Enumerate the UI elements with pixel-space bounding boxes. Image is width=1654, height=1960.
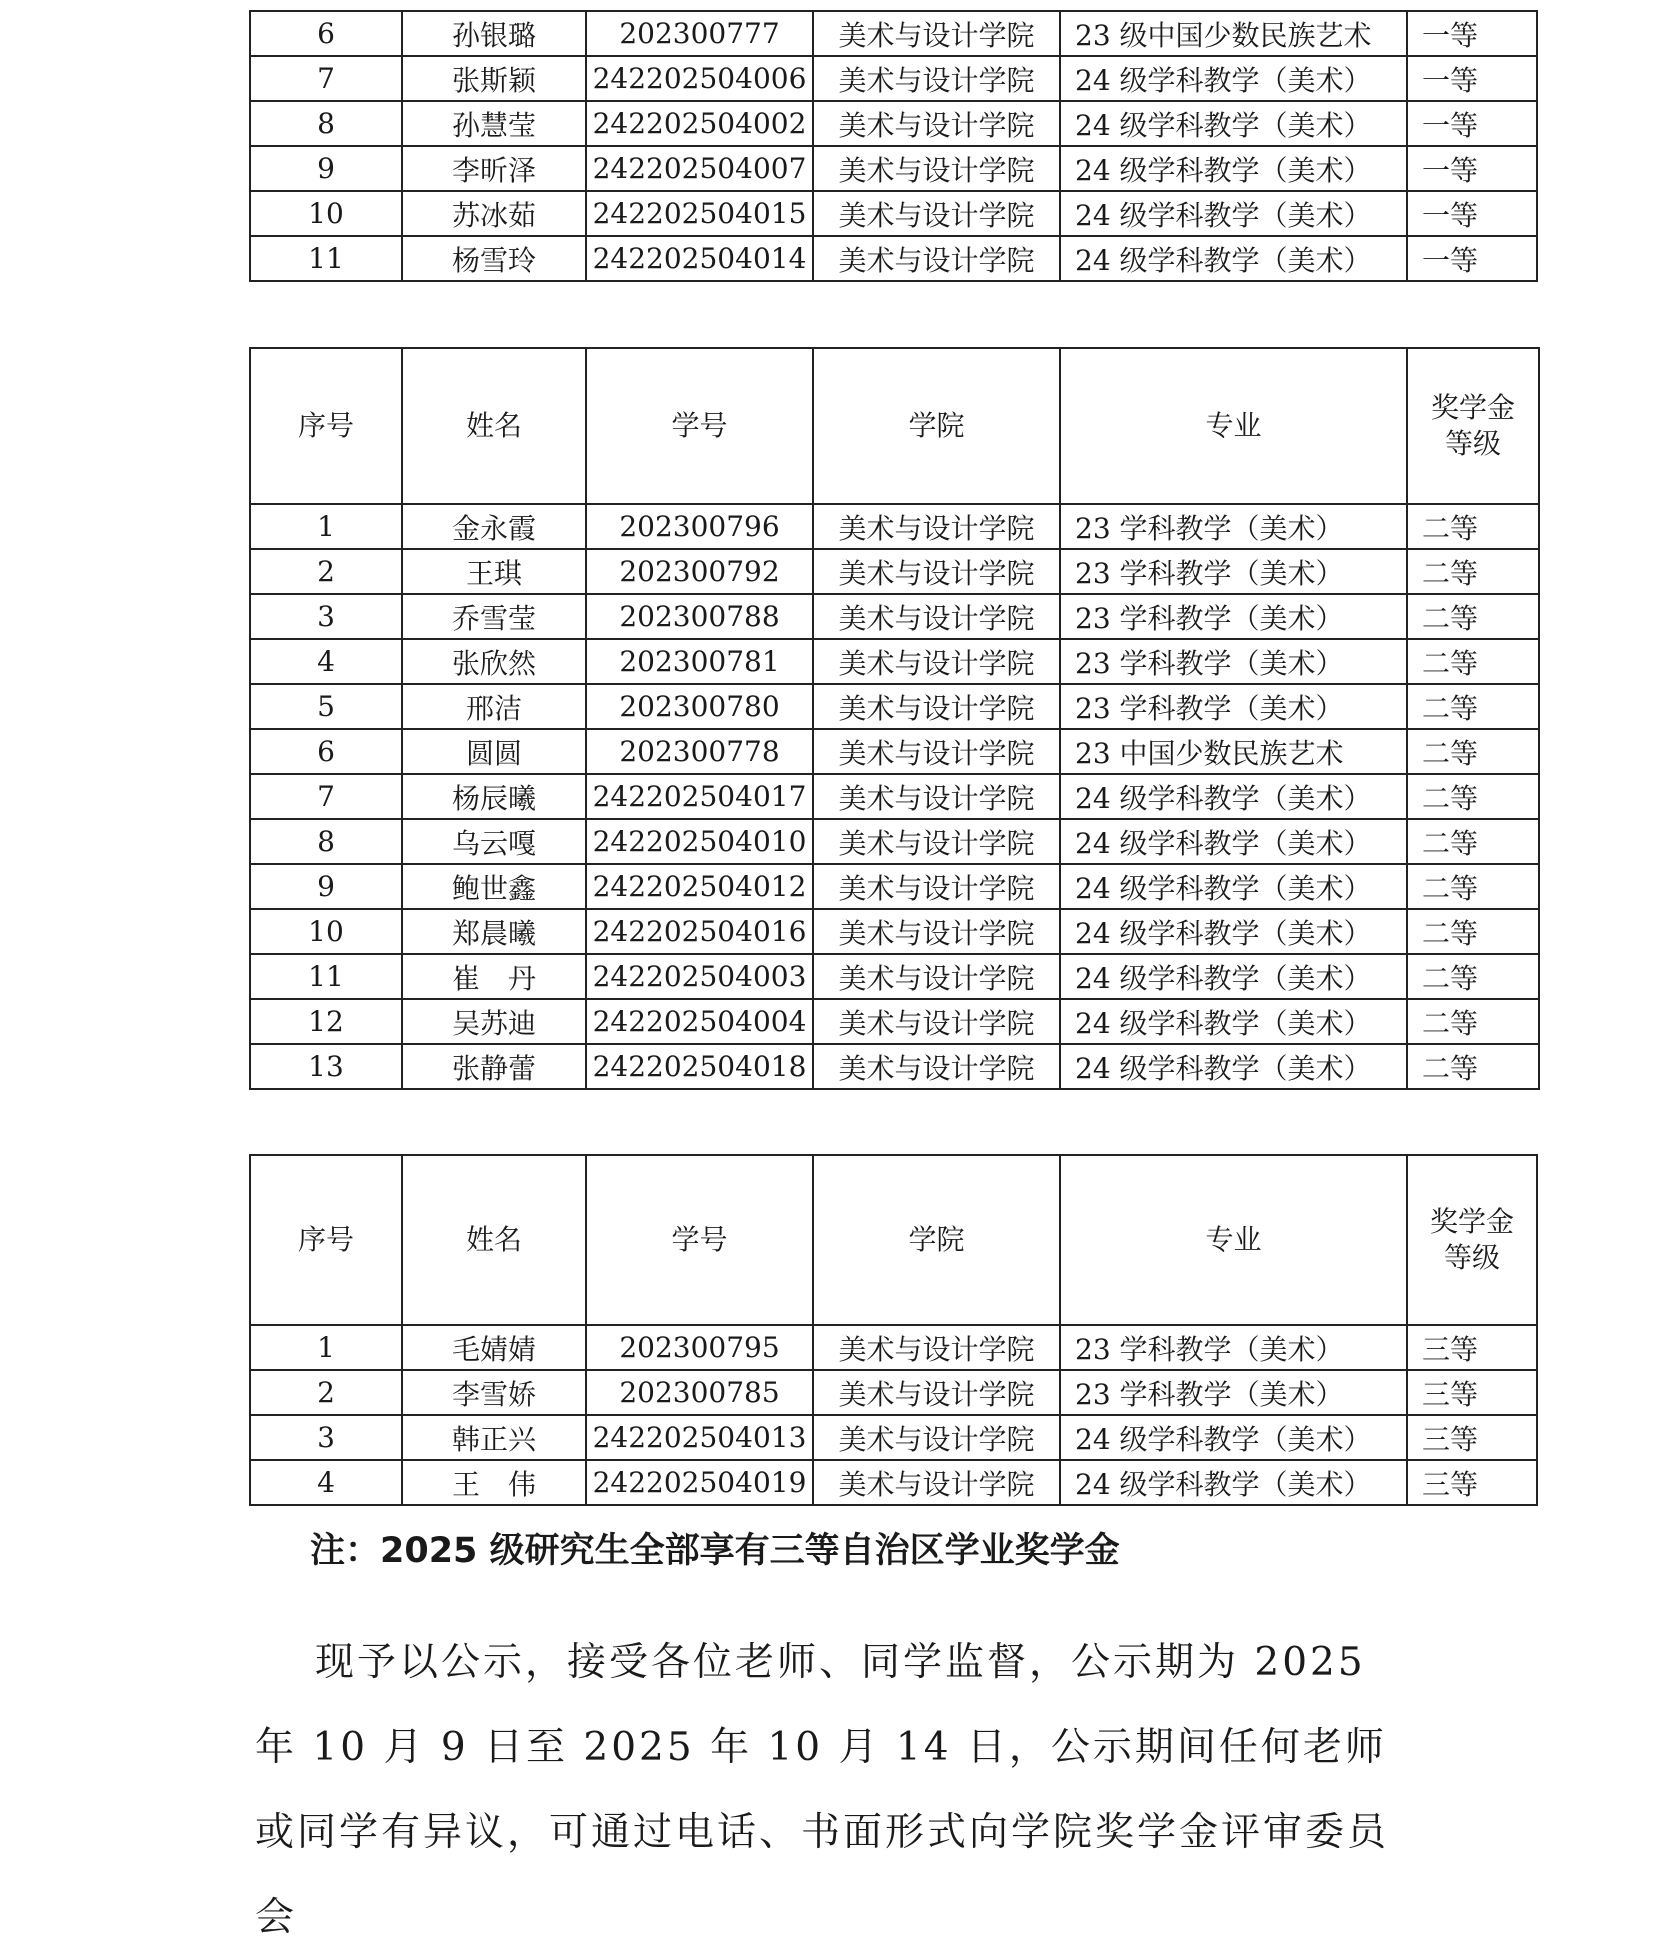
cell-college: 美术与设计学院 — [813, 729, 1060, 774]
cell-major: 24 级学科教学（美术） — [1060, 819, 1407, 864]
third-class-table — [249, 1154, 1538, 1506]
cell-level: 一等 — [1407, 146, 1537, 191]
cell-major: 23 学科教学（美术） — [1060, 504, 1407, 549]
cell-major: 24 级学科教学（美术） — [1060, 954, 1407, 999]
cell-level: 一等 — [1407, 11, 1537, 56]
cell-level: 三等 — [1407, 1370, 1537, 1415]
cell-student-id: 242202504019 — [586, 1460, 813, 1505]
cell-no: 13 — [250, 1044, 402, 1089]
cell-name: 张欣然 — [402, 639, 586, 684]
table-row — [250, 1460, 1537, 1505]
cell-name: 李雪娇 — [402, 1370, 586, 1415]
header-id: 学号 — [586, 1155, 813, 1325]
cell-level: 一等 — [1407, 101, 1537, 146]
cell-major: 23 学科教学（美术） — [1060, 1325, 1407, 1370]
cell-student-id: 202300780 — [586, 684, 813, 729]
header-level-line2: 等级 — [1444, 427, 1501, 460]
cell-name: 吴苏迪 — [402, 999, 586, 1044]
cell-name: 崔 丹 — [402, 954, 586, 999]
cell-name: 鲍世鑫 — [402, 864, 586, 909]
table-header-row — [250, 1155, 1537, 1325]
table-header-row — [250, 348, 1539, 504]
cell-major: 23 学科教学（美术） — [1060, 1370, 1407, 1415]
table-row — [250, 1415, 1537, 1460]
cell-name: 孙银璐 — [402, 11, 586, 56]
cell-college: 美术与设计学院 — [813, 549, 1060, 594]
cell-student-id: 242202504016 — [586, 909, 813, 954]
cell-student-id: 242202504015 — [586, 191, 813, 236]
cell-level: 二等 — [1407, 864, 1539, 909]
cell-student-id: 242202504013 — [586, 1415, 813, 1460]
cell-college: 美术与设计学院 — [813, 56, 1060, 101]
cell-college: 美术与设计学院 — [813, 594, 1060, 639]
cell-major: 23 中国少数民族艺术 — [1060, 729, 1407, 774]
cell-level: 三等 — [1407, 1460, 1537, 1505]
table-row — [250, 1325, 1537, 1370]
cell-college: 美术与设计学院 — [813, 954, 1060, 999]
cell-major: 24 级学科教学（美术） — [1060, 101, 1407, 146]
cell-no: 12 — [250, 999, 402, 1044]
cell-level: 二等 — [1407, 999, 1539, 1044]
cell-name: 乔雪莹 — [402, 594, 586, 639]
cell-level: 二等 — [1407, 729, 1539, 774]
cell-college: 美术与设计学院 — [813, 504, 1060, 549]
table-row — [250, 864, 1539, 909]
header-no: 序号 — [250, 1155, 402, 1325]
header-name: 姓名 — [402, 348, 586, 504]
cell-student-id: 242202504004 — [586, 999, 813, 1044]
table-row — [250, 56, 1537, 101]
cell-no: 2 — [250, 1370, 402, 1415]
table-row — [250, 101, 1537, 146]
cell-no: 7 — [250, 774, 402, 819]
cell-major: 23 学科教学（美术） — [1060, 549, 1407, 594]
cell-level: 三等 — [1407, 1415, 1537, 1460]
table-row — [250, 729, 1539, 774]
cell-level: 一等 — [1407, 236, 1537, 281]
cell-no: 9 — [250, 864, 402, 909]
cell-level: 二等 — [1407, 819, 1539, 864]
cell-name: 苏冰茹 — [402, 191, 586, 236]
cell-student-id: 242202504010 — [586, 819, 813, 864]
cell-college: 美术与设计学院 — [813, 684, 1060, 729]
note-text: 注：2025 级研究生全部享有三等自治区学业奖学金 — [310, 1531, 1120, 1571]
header-major: 专业 — [1060, 348, 1407, 504]
cell-no: 9 — [250, 146, 402, 191]
cell-name: 王琪 — [402, 549, 586, 594]
cell-college: 美术与设计学院 — [813, 1415, 1060, 1460]
cell-student-id: 202300795 — [586, 1325, 813, 1370]
cell-college: 美术与设计学院 — [813, 1460, 1060, 1505]
header-level — [1407, 348, 1539, 504]
cell-level: 一等 — [1407, 56, 1537, 101]
cell-student-id: 242202504012 — [586, 864, 813, 909]
table-row — [250, 909, 1539, 954]
cell-college: 美术与设计学院 — [813, 11, 1060, 56]
cell-major: 24 级学科教学（美术） — [1060, 774, 1407, 819]
cell-no: 4 — [250, 639, 402, 684]
first-class-table-body — [250, 11, 1537, 281]
cell-name: 杨辰曦 — [402, 774, 586, 819]
cell-name: 孙慧莹 — [402, 101, 586, 146]
cell-college: 美术与设计学院 — [813, 236, 1060, 281]
cell-major: 24 级学科教学（美术） — [1060, 864, 1407, 909]
cell-level: 二等 — [1407, 909, 1539, 954]
cell-no: 5 — [250, 684, 402, 729]
header-major: 专业 — [1060, 1155, 1407, 1325]
cell-student-id: 202300778 — [586, 729, 813, 774]
cell-no: 8 — [250, 101, 402, 146]
table-row — [250, 684, 1539, 729]
cell-name: 郑晨曦 — [402, 909, 586, 954]
table-row — [250, 999, 1539, 1044]
table-row — [250, 954, 1539, 999]
cell-college: 美术与设计学院 — [813, 639, 1060, 684]
cell-level: 二等 — [1407, 1044, 1539, 1089]
cell-student-id: 242202504002 — [586, 101, 813, 146]
table-row — [250, 236, 1537, 281]
cell-no: 10 — [250, 191, 402, 236]
cell-college: 美术与设计学院 — [813, 1370, 1060, 1415]
cell-college: 美术与设计学院 — [813, 1325, 1060, 1370]
cell-name: 金永霞 — [402, 504, 586, 549]
cell-college: 美术与设计学院 — [813, 146, 1060, 191]
cell-name: 杨雪玲 — [402, 236, 586, 281]
cell-level: 二等 — [1407, 684, 1539, 729]
cell-name: 圆圆 — [402, 729, 586, 774]
first-class-table — [249, 10, 1538, 282]
table-row — [250, 819, 1539, 864]
cell-student-id: 202300796 — [586, 504, 813, 549]
cell-level: 二等 — [1407, 594, 1539, 639]
header-level-line1: 奖学金 — [1429, 1204, 1514, 1238]
cell-major: 24 级学科教学（美术） — [1060, 236, 1407, 281]
table-row — [250, 774, 1539, 819]
header-college: 学院 — [813, 1155, 1060, 1325]
cell-level: 一等 — [1407, 191, 1537, 236]
cell-student-id: 202300781 — [586, 639, 813, 684]
cell-college: 美术与设计学院 — [813, 1044, 1060, 1089]
cell-level: 二等 — [1407, 549, 1539, 594]
header-level-line2: 等级 — [1443, 1241, 1500, 1274]
table-row — [250, 594, 1539, 639]
header-college: 学院 — [813, 348, 1060, 504]
cell-major: 24 级学科教学（美术） — [1060, 191, 1407, 236]
cell-no: 2 — [250, 549, 402, 594]
cell-name: 乌云嘎 — [402, 819, 586, 864]
cell-no: 6 — [250, 11, 402, 56]
table-row — [250, 191, 1537, 236]
cell-major: 24 级学科教学（美术） — [1060, 56, 1407, 101]
table-row — [250, 11, 1537, 56]
table-row — [250, 1370, 1537, 1415]
cell-level: 二等 — [1407, 954, 1539, 999]
cell-no: 6 — [250, 729, 402, 774]
cell-no: 1 — [250, 1325, 402, 1370]
cell-student-id: 202300788 — [586, 594, 813, 639]
header-id: 学号 — [586, 348, 813, 504]
cell-student-id: 242202504006 — [586, 56, 813, 101]
cell-major: 24 级学科教学（美术） — [1060, 1460, 1407, 1505]
cell-student-id: 202300785 — [586, 1370, 813, 1415]
cell-level: 二等 — [1407, 774, 1539, 819]
cell-major: 23 级中国少数民族艺术 — [1060, 11, 1407, 56]
cell-college: 美术与设计学院 — [813, 999, 1060, 1044]
cell-name: 张静蕾 — [402, 1044, 586, 1089]
cell-major: 23 学科教学（美术） — [1060, 684, 1407, 729]
cell-major: 24 级学科教学（美术） — [1060, 999, 1407, 1044]
cell-name: 张斯颖 — [402, 56, 586, 101]
cell-no: 7 — [250, 56, 402, 101]
cell-college: 美术与设计学院 — [813, 864, 1060, 909]
cell-name: 毛婧婧 — [402, 1325, 586, 1370]
cell-name: 李昕泽 — [402, 146, 586, 191]
cell-no: 3 — [250, 594, 402, 639]
cell-major: 23 学科教学（美术） — [1060, 639, 1407, 684]
cell-no: 3 — [250, 1415, 402, 1460]
table-row — [250, 146, 1537, 191]
announcement-paragraph: 现予以公示，接受各位老师、同学监督，公示期为 2025 年 10 月 9 日至 2025 年 10 月 14 日，公示期间任何老师或同学有异议，可通过电话、书面形式向学院奖学金评审委员会 — [255, 1640, 1390, 1940]
cell-major: 24 级学科教学（美术） — [1060, 1044, 1407, 1089]
cell-no: 10 — [250, 909, 402, 954]
cell-college: 美术与设计学院 — [813, 909, 1060, 954]
cell-no: 8 — [250, 819, 402, 864]
header-no: 序号 — [250, 348, 402, 504]
cell-level: 三等 — [1407, 1325, 1537, 1370]
cell-student-id: 242202504003 — [586, 954, 813, 999]
cell-college: 美术与设计学院 — [813, 191, 1060, 236]
cell-student-id: 202300792 — [586, 549, 813, 594]
table-row — [250, 639, 1539, 684]
cell-level: 二等 — [1407, 504, 1539, 549]
second-class-table-body — [250, 504, 1539, 1089]
cell-student-id: 242202504017 — [586, 774, 813, 819]
cell-college: 美术与设计学院 — [813, 774, 1060, 819]
third-class-table-body — [250, 1325, 1537, 1505]
table-row — [250, 1044, 1539, 1089]
cell-name: 韩正兴 — [402, 1415, 586, 1460]
table-row — [250, 549, 1539, 594]
cell-major: 23 学科教学（美术） — [1060, 594, 1407, 639]
table-row — [250, 504, 1539, 549]
header-level-line1: 奖学金 — [1430, 390, 1515, 424]
cell-name: 王 伟 — [402, 1460, 586, 1505]
cell-college: 美术与设计学院 — [813, 101, 1060, 146]
cell-no: 1 — [250, 504, 402, 549]
cell-student-id: 242202504018 — [586, 1044, 813, 1089]
cell-major: 24 级学科教学（美术） — [1060, 909, 1407, 954]
cell-no: 11 — [250, 954, 402, 999]
cell-level: 二等 — [1407, 639, 1539, 684]
cell-major: 24 级学科教学（美术） — [1060, 1415, 1407, 1460]
header-name: 姓名 — [402, 1155, 586, 1325]
cell-college: 美术与设计学院 — [813, 819, 1060, 864]
cell-name: 邢洁 — [402, 684, 586, 729]
cell-no: 4 — [250, 1460, 402, 1505]
cell-major: 24 级学科教学（美术） — [1060, 146, 1407, 191]
second-class-table — [249, 347, 1540, 1090]
cell-no: 11 — [250, 236, 402, 281]
cell-student-id: 202300777 — [586, 11, 813, 56]
cell-student-id: 242202504014 — [586, 236, 813, 281]
cell-student-id: 242202504007 — [586, 146, 813, 191]
header-level — [1407, 1155, 1537, 1325]
